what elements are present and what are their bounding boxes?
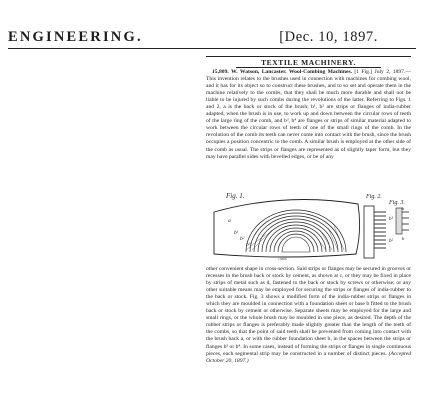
patent-title: Wool-Combing Machines. xyxy=(288,69,353,75)
section-heading: TEXTILE MACHINERY. xyxy=(261,58,356,67)
fig1-label-a: a xyxy=(228,218,231,224)
fig2-label-b1: b¹ xyxy=(389,217,393,222)
patent-meta: [1 Fig.] July 2, 1897. xyxy=(354,69,406,75)
serial-mark: 15809 xyxy=(278,257,287,261)
fig2-caption: Fig. 2. xyxy=(366,194,382,200)
fig1-label-b1: b¹ xyxy=(234,230,239,236)
fig3-label-b-top: b xyxy=(402,206,405,211)
fig2-label-b2: b² xyxy=(389,239,393,244)
issue-date: [Dec. 10, 1897. xyxy=(279,29,378,45)
patent-figure xyxy=(206,190,412,263)
patent-inventor: W. Watson, Lancaster. xyxy=(231,69,287,75)
patent-body: —This invention relates to the brushes used in connection with machines for combing wool, and it has for its object so to construct these brushes, and to so set and operate them in the machine relatively to the combs, that they shall be much more durable and shall not be liable to be injured by such combs during the revolutions of the latter. Referring to Figs. 1 and 2, a is the back or stock of the brush; b¹, b² are strips or flanges of india-rubber adapted, when the brush is in use, to work up and down between the circular rows of teeth of the large ring of the comb, and b³, b⁴ are flanges or strips of similar material adapted to work between the circular rows of teeth of one of the small rings of the comb. In the revolution of the comb its teeth can never come into contact with the brush, since the brush occupies a position concentric to the comb. A similar brush is employed at the other side of the comb as usual. The strips or flanges are represented as of slightly taper form, but they may have parallel sides with bevelled edges, or be of any xyxy=(206,69,411,160)
fig1-label-b2: b² xyxy=(240,236,245,242)
brush-drawing xyxy=(206,190,412,263)
masthead-rule xyxy=(8,48,416,49)
patent-abstract xyxy=(206,69,411,161)
fig2-section xyxy=(364,206,394,258)
continuation-text: other convenient shape in cross-section. Said strips or flanges may be secured in grooves or recesses in the brush back or stock by cement, as shown at c, or they may be fixed in place by strips of metal such as d, fastened to the back or stock by screws or otherwise; or any other suitable means may be employed for securing the strips or flanges of india-rubber to the back or stock. Fig. 3 shows a modified form of the india-rubber strips or flanges in which they are moulded in connection with a foundation sheet or base b fitted to the brush back or stock by cement or otherwise. Separate sheets may be employed for the large and small rings, or the whole brush may be moulded in one piece, as desired. The depth of the rubber strips or flanges is preferably made slightly greater than the length of the teeth of the combs, so that the point of said teeth shall be prevented from coming into contact with the brush back a, or with the rubber foundation sheet b, in the spaces between the strips or flanges b³ or b⁴. In some cases, instead of forming the strips or flanges in single continuous pieces, each segmental strip may be constructed in a number of distinct pieces. xyxy=(206,266,411,357)
accepted-date: (Accepted October 20, 1897.) xyxy=(206,350,411,364)
fig1-caption: Fig. 1. xyxy=(226,192,245,200)
fig3-label-b-bottom: b xyxy=(402,236,405,241)
section-rule-top xyxy=(206,56,411,57)
journal-title: ENGINEERING. xyxy=(8,29,143,45)
patent-continuation xyxy=(206,266,411,365)
fig3-caption: Fig. 3. xyxy=(389,200,405,206)
patent-number: 15,809. xyxy=(212,69,229,75)
section-rule-bottom xyxy=(236,67,381,68)
inner-hub xyxy=(282,237,310,252)
fig1-label-b3: b³ xyxy=(246,242,251,248)
masthead xyxy=(8,27,416,47)
fig3-section xyxy=(396,206,409,241)
